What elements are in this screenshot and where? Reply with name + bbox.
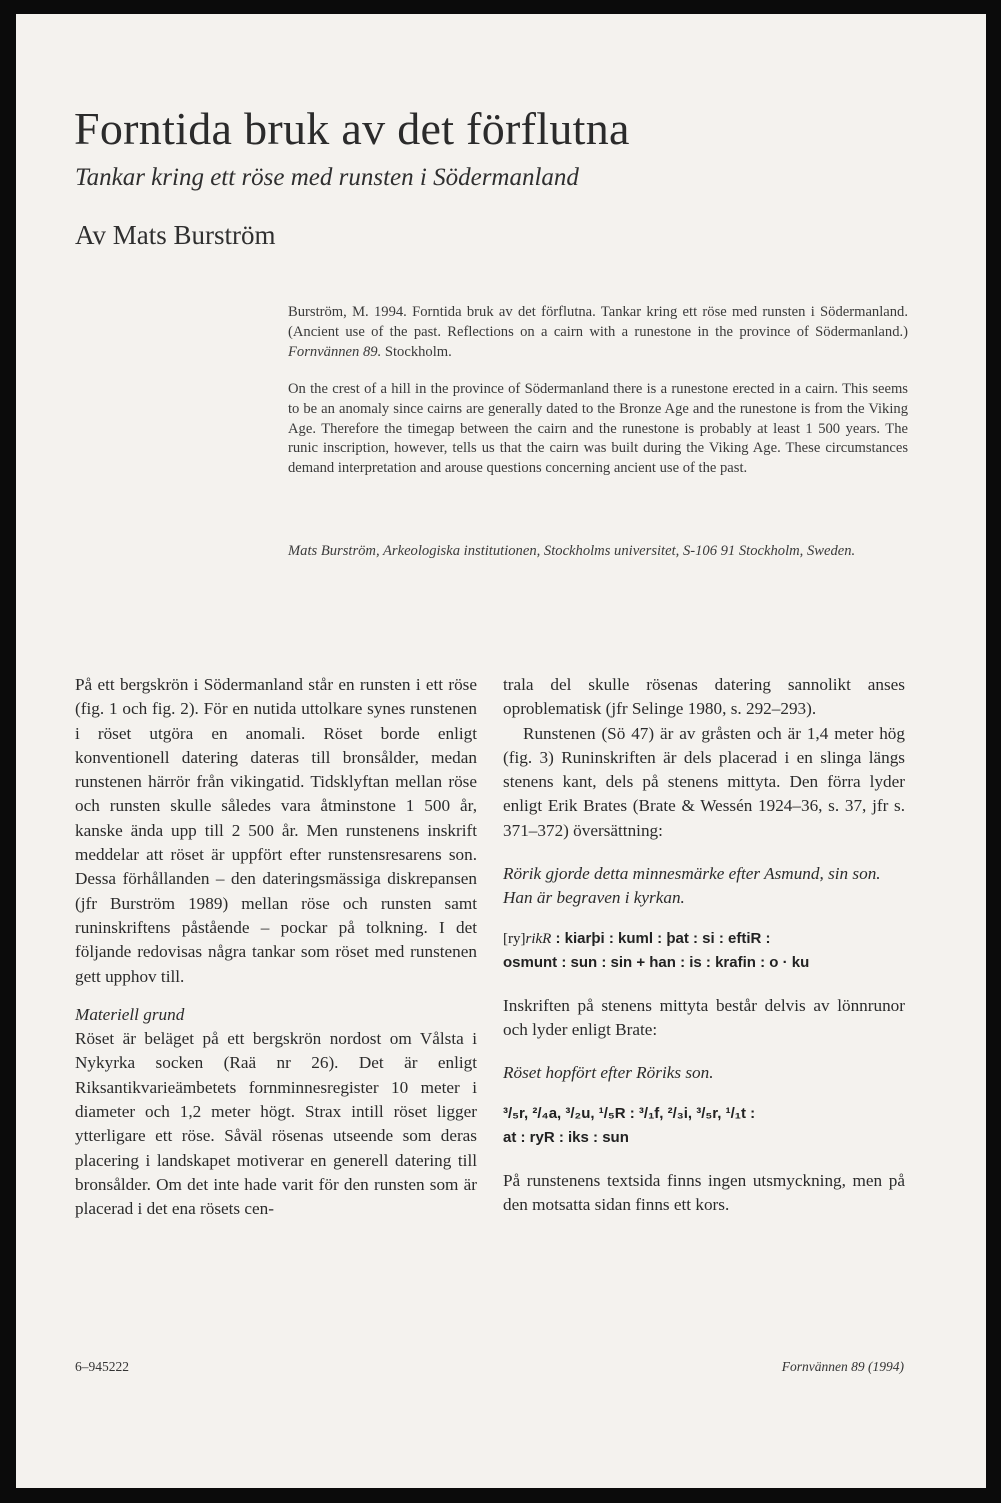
citation-journal: Fornvännen 89. [288,343,382,360]
article-author: Av Mats Burström [75,220,276,250]
article-subtitle: Tankar kring ett röse med runsten i Södermanland [75,164,579,191]
runic-transliteration [503,927,905,975]
journal-page [16,14,986,1488]
runic-line: ³/₅r, ²/₄a, ³/₂u, ¹/₅R : ³/₁f, ²/₃i, ³/₅r, ¹/₁t : [503,1104,756,1122]
runic-line [503,927,905,951]
translation-quote: Röset hopfört efter Röriks son. [503,1063,714,1083]
body-column-left [75,673,477,1222]
author-affiliation: Mats Burström, Arkeologiska institutionen, Stockholms universitet, S-106 91 Stockholm, Sweden. [288,543,856,559]
section-heading: Materiell grund [75,1004,185,1024]
citation-text: Burström, M. 1994. Forntida bruk av det förflutna. Tankar kring ett röse med runsten i Södermanland. (Ancient use of the past. Reflections on a cairn with a runestone in the province of Södermanland.) [288,304,908,340]
journal-footer: Fornvännen 89 (1994) [781,1359,904,1374]
article-title: Forntida bruk av det förflutna [74,103,630,154]
abstract-summary: On the crest of a hill in the province of Södermanland there is a runestone erected in a cairn. This seems to be an anomaly since cairns are generally dated to the Bronze Age and the runestone is from the Viking Age. Therefore the timegap between the cairn and the runestone is probably at least 1 500 years. The runic inscription, however, tells us that the cairn was built during the Viking Age. These circumstances demand interpretation and arouse questions concerning ancient use of the past. [288,381,908,477]
body-paragraph: Röset är beläget på ett bergskrön nordost om Vålsta i Nykyrka socken (Raä nr 26). Det är enligt Riksantikvarieämbetets fornminnesregister 10 meter i diameter och 1,2 meter högt. Strax intill röset ligger ytterligare ett röse. Såväl rösenas utseende som deras placering i landskapet motiverar en generell datering till bronsålder. Om det inte hade varit för den runsten som är placerad i det ena rösets cen- [75,1029,477,1219]
body-column-right [503,673,905,1217]
body-paragraph: trala del skulle rösenas datering sannolikt anses oproblematisk (jfr Selinge 1980, s. 292–293). [503,675,905,719]
body-paragraph: På ett bergskrön i Södermanland står en runsten i ett röse (fig. 1 och fig. 2). För en nutida uttolkare synes runstenen i röset utgöra en anomali. Röset borde enligt konventionell datering dateras till bronsålder, medan runstenen härrör från vikingatid. Tidsklyftan mellan röse och runsten skulle således vara åtminstone 1 500 år, kanske ända upp till 2 500 år. Men runstenens inskrift meddelar att röset är uppfört efter runstensresarens son. Dessa förhållanden – den dateringsmässiga diskrepansen (jfr Burström 1989) mellan röse och runsten samt runinskriftens påstående – pockar på tolkning. I det följande redovisas några tankar som röset med runstenen gett upphov till. [75,675,477,986]
runic-text: : kiarþi : kuml : þat : si : eftiR : [551,929,771,947]
body-paragraph: Inskriften på stenens mittyta består delvis av lönnrunor och lyder enligt Brate: [503,995,905,1039]
page-code: 6–945222 [75,1359,129,1374]
abstract-citation [288,303,908,362]
body-paragraph: Runstenen (Sö 47) är av gråsten och är 1,4 meter hög (fig. 3) Runinskriften är dels placerad i en slinga längs stenens kant, dels på stenens mittyta. Den förra lyder enligt Erik Brates (Brate & Wessén 1924–36, s. 37, jfr s. 371–372) översättning: [503,723,905,840]
runic-italic: rikR [525,930,552,947]
body-paragraph: På runstenens textsida finns ingen utsmyckning, men på den motsatta sidan finns ett kors. [503,1170,905,1214]
runic-bracket: [ry] [503,930,526,947]
translation-quote: Rörik gjorde detta minnesmärke efter Asmund, sin son. Han är begraven i kyrkan. [503,864,881,908]
runic-line: at : ryR : iks : sun [503,1128,629,1146]
runic-transliteration [503,1102,905,1150]
citation-place: Stockholm. [381,343,452,360]
runic-line: osmunt : sun : sin + han : is : krafin : o · ku [503,953,810,971]
